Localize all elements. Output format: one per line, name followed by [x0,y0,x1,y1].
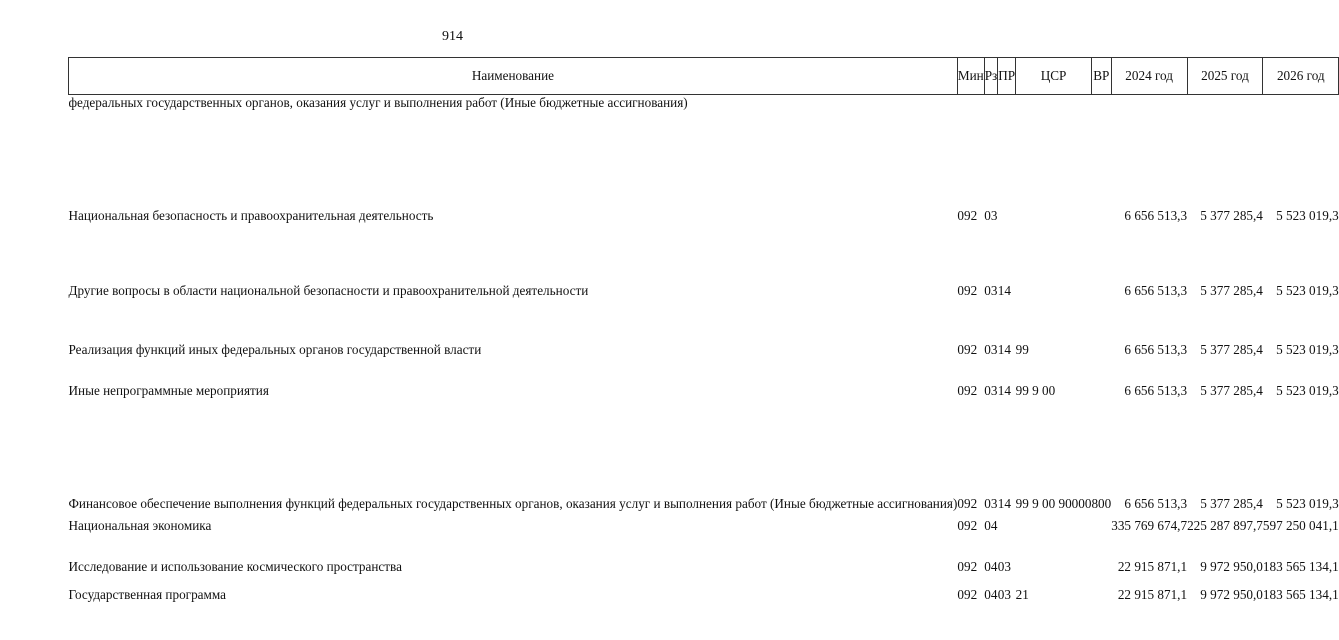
row-name: Национальная экономика [68,518,212,533]
row-2024: 6 656 513,3 [1124,208,1188,223]
row-2024 [1111,95,1187,167]
row-name: Национальная безопасность и правоохранительная деятельность [68,208,434,223]
table-row [69,299,1339,358]
row-2026: 5 523 019,3 [1276,383,1339,398]
header-name: Наименование [69,58,958,95]
header-vr: ВР [1091,58,1111,95]
row-vr [1091,166,1111,224]
row-pr: 14 [997,283,1011,298]
row-name: Реализация функций иных федеральных органов государственной власти [68,342,482,357]
row-name: Исследование и использование космического пространства [68,559,402,574]
row-2024: 335 769 674,7 [1111,518,1188,533]
header-csr: ЦСР [1016,58,1092,95]
row-csr [1016,224,1092,299]
table-row [69,95,1339,167]
row-2024: 6 656 513,3 [1124,283,1188,298]
table-row [69,399,1339,512]
row-2025: 5 377 285,4 [1200,283,1263,298]
header-2025: 2025 год [1187,58,1263,95]
row-csr [1016,166,1092,224]
row-rz: 04 [984,518,998,533]
row-2025: 5 377 285,4 [1200,342,1263,357]
row-rz [984,95,998,167]
table-row [69,534,1339,575]
row-csr: 99 [1015,342,1029,357]
row-2024: 6 656 513,3 [1124,342,1188,357]
row-csr [1016,534,1092,575]
row-pr [998,512,1016,534]
row-2025: 5 377 285,4 [1200,208,1263,223]
row-min: 092 [957,342,978,357]
row-pr: 03 [997,559,1011,574]
row-min: 092 [957,518,978,533]
page-number: 914 [442,29,463,44]
row-2025: 5 377 285,4 [1200,496,1263,511]
table-row [69,166,1339,224]
table-row [69,358,1339,399]
header-2026: 2026 год [1263,58,1339,95]
table-header-row [69,58,1339,95]
row-min: 092 [957,587,978,602]
row-min: 092 [957,496,978,511]
row-vr [1091,534,1111,575]
row-csr [1016,95,1092,167]
budget-table [68,57,1339,603]
row-2026: 5 523 019,3 [1276,342,1339,357]
row-2025: 9 972 950,0 [1200,587,1263,602]
row-min: 092 [957,283,978,298]
row-2025: 5 377 285,4 [1200,383,1263,398]
row-pr: 14 [997,383,1011,398]
row-pr [998,166,1016,224]
row-2024: 6 656 513,3 [1124,496,1188,511]
row-pr: 14 [997,496,1011,511]
row-vr [1091,575,1111,603]
header-pr: ПР [998,58,1016,95]
row-2026: 5 523 019,3 [1276,496,1339,511]
row-csr: 21 [1015,587,1029,602]
row-2024: 22 915 871,1 [1117,587,1188,602]
row-csr: 99 9 00 90000 [1015,496,1092,511]
row-2025: 9 972 950,0 [1200,559,1263,574]
row-2024: 6 656 513,3 [1124,383,1188,398]
row-2026 [1263,95,1339,167]
row-pr: 14 [997,342,1011,357]
row-2026: 597 250 041,1 [1262,518,1339,533]
row-pr [998,95,1016,167]
row-csr: 99 9 00 [1015,383,1056,398]
header-rz: Рз [984,58,998,95]
row-rz: 04 [984,587,998,602]
row-vr [1091,358,1111,399]
row-rz: 03 [984,283,998,298]
row-csr [1016,512,1092,534]
row-min: 092 [957,559,978,574]
row-2026: 5 523 019,3 [1276,208,1339,223]
header-min: Мин [957,58,984,95]
row-name: федеральных государственных органов, оказания услуг и выполнения работ (Иные бюджетные ассигнования) [68,95,688,110]
row-vr [1091,224,1111,299]
row-vr [1091,95,1111,167]
table-row [69,575,1339,603]
row-vr: 800 [1091,496,1112,511]
row-rz: 03 [984,342,998,357]
row-rz: 03 [984,496,998,511]
row-name: Другие вопросы в области национальной безопасности и правоохранительной деятельности [68,283,589,298]
row-min [957,95,984,167]
row-2026: 183 565 134,1 [1262,559,1339,574]
row-2024: 22 915 871,1 [1117,559,1188,574]
row-vr [1091,512,1111,534]
table-row [69,512,1339,534]
row-rz: 03 [984,383,998,398]
row-vr [1091,299,1111,358]
row-min: 092 [957,383,978,398]
row-rz: 04 [984,559,998,574]
table-row [69,224,1339,299]
row-pr: 03 [997,587,1011,602]
row-2026: 5 523 019,3 [1276,283,1339,298]
row-2025 [1187,95,1263,167]
row-min: 092 [957,208,978,223]
row-name: Государственная программа [68,587,226,602]
row-rz: 03 [984,208,998,223]
row-name: Финансовое обеспечение выполнения функций федеральных государственных органов, оказания услуг и выполнения работ (Иные бюджетные ассигнования) [68,496,958,511]
row-name: Иные непрограммные мероприятия [68,383,269,398]
row-2026: 183 565 134,1 [1262,587,1339,602]
row-2025: 225 287 897,7 [1187,518,1263,533]
header-2024: 2024 год [1111,58,1187,95]
